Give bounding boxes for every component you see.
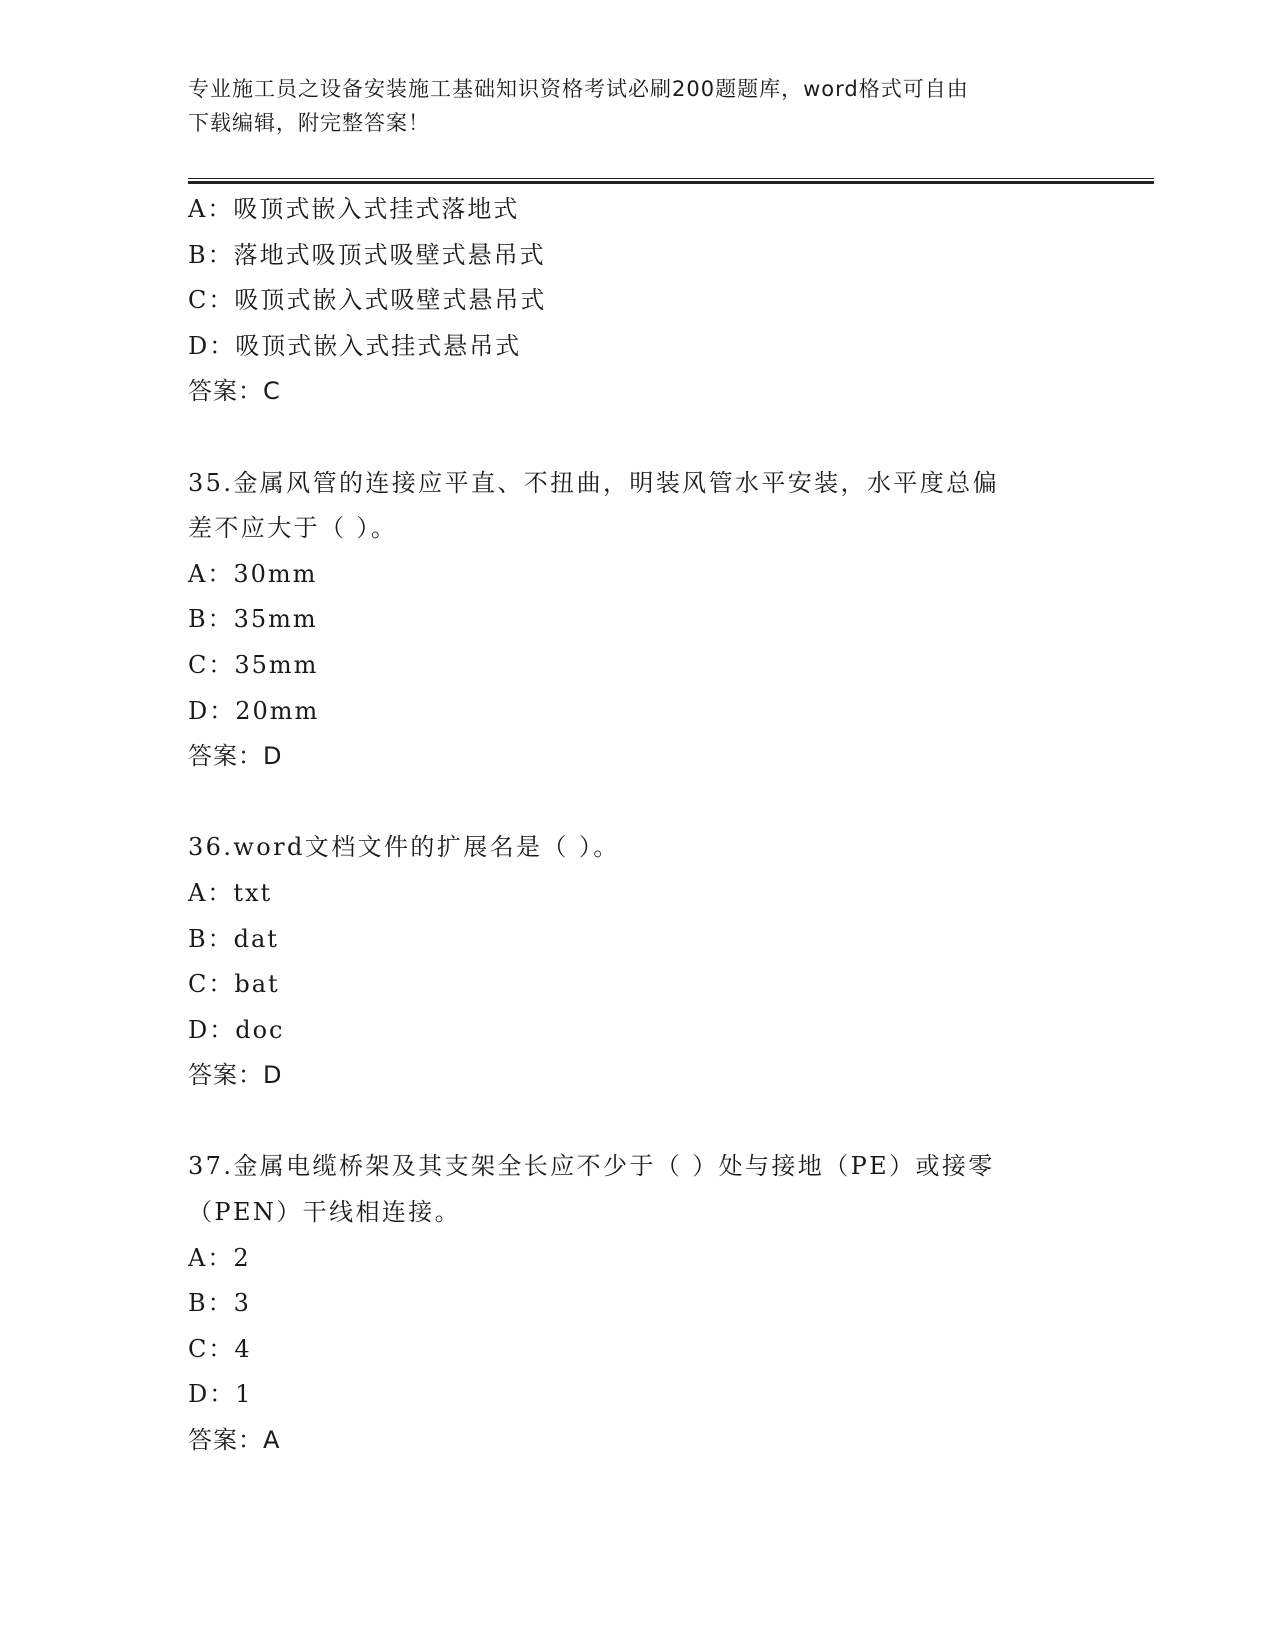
option-d: D：doc (188, 1015, 285, 1044)
question-stem (188, 1144, 1088, 1235)
spacer (188, 780, 1154, 826)
header-divider-thick (188, 181, 1154, 184)
option-a: A：txt (188, 878, 273, 907)
option-b: B：dat (188, 924, 279, 953)
answer-line: 答案：D (188, 1061, 283, 1090)
option-a: A：吸顶式嵌入式挂式落地式 (188, 195, 520, 223)
option-c: C：吸顶式嵌入式吸壁式悬吊式 (188, 286, 547, 315)
stem-line: 37.金属电缆桥架及其支架全长应不少于（ ）处与接地（PE）或接零 (188, 1152, 995, 1181)
question-stem (188, 825, 1088, 871)
option-c: C：bat (188, 970, 280, 999)
option-a: A：30mm (188, 559, 318, 588)
question-37 (188, 1144, 1154, 1463)
question-partial (188, 187, 1154, 415)
spacer (188, 1099, 1154, 1145)
header-line-2: 下载编辑，附完整答案！ (188, 111, 430, 135)
header-divider-thin (188, 178, 1154, 179)
answer-line: 答案：A (188, 1426, 281, 1455)
question-stem (188, 461, 1088, 552)
stem-line: 35.金属风管的连接应平直、不扭曲，明装风管水平安装，水平度总偏 (188, 468, 999, 497)
option-b: B：3 (188, 1289, 251, 1318)
option-c: C：35mm (188, 650, 319, 679)
answer-line: 答案：C (188, 377, 281, 406)
option-d: D：吸顶式嵌入式挂式悬吊式 (188, 331, 522, 360)
option-a: A：2 (188, 1243, 251, 1272)
spacer (188, 415, 1154, 461)
option-d: D：20mm (188, 696, 320, 725)
document-header (188, 72, 1078, 140)
header-line-1: 专业施工员之设备安装施工基础知识资格考试必刷200题题库，word格式可自由 (188, 77, 969, 101)
option-d: D：1 (188, 1380, 253, 1409)
stem-line: 36.word文档文件的扩展名是（ ）。 (188, 833, 620, 862)
question-36 (188, 825, 1154, 1099)
option-c: C：4 (188, 1334, 252, 1363)
option-b: B：落地式吸顶式吸壁式悬吊式 (188, 240, 546, 269)
answer-line: 答案：D (188, 742, 283, 771)
stem-line: 差不应大于（ ）。 (188, 514, 398, 543)
stem-line: （PEN）干线相连接。 (188, 1198, 462, 1227)
option-b: B：35mm (188, 605, 318, 634)
question-list (188, 187, 1154, 1464)
question-35 (188, 461, 1154, 780)
